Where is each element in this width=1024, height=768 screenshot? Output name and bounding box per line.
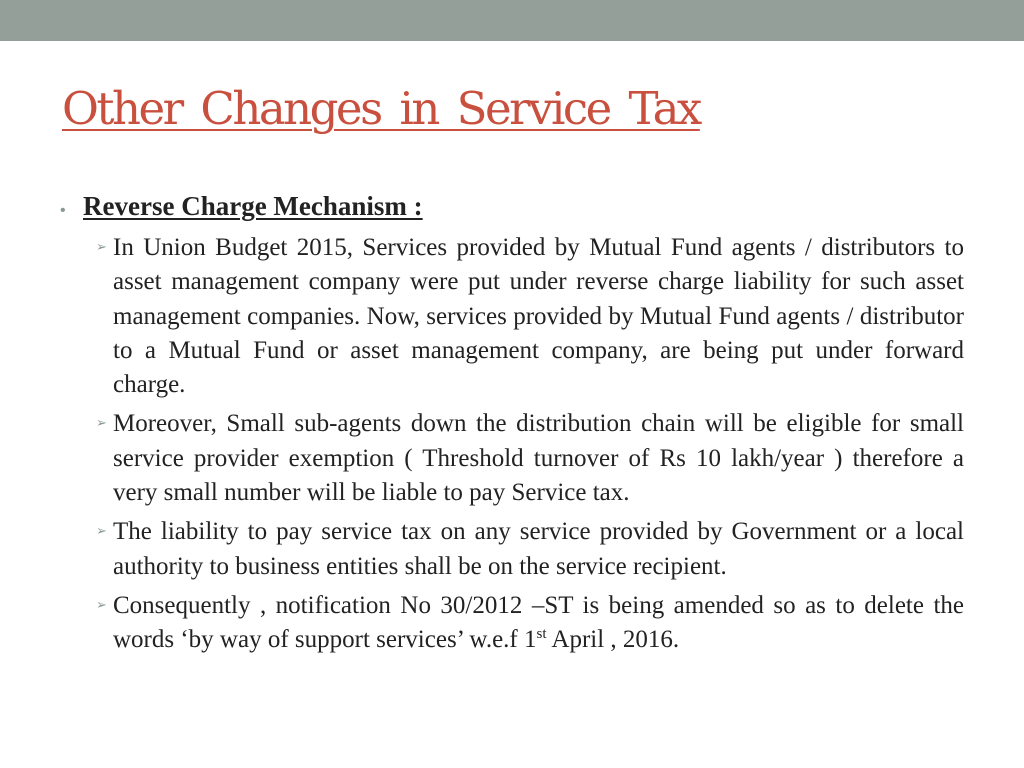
list-item-text-before: Consequently , notification No 30/2012 –ST is being amended so as to delete the words ‘by way of support services’ w.e.f 1: [113, 591, 964, 654]
arrow-bullet-icon: ➢: [96, 597, 107, 613]
bullet-dot-icon: •: [60, 202, 66, 219]
slide-title: Other Changes in Service Tax: [62, 82, 700, 135]
section-heading: Reverse Charge Mechanism :: [83, 191, 423, 221]
slide-content: [60, 188, 964, 663]
list-item-text: The liability to pay service tax on any service provided by Government or a local authority to business entities shall be on the service recipient.: [113, 518, 964, 580]
list-item: [60, 407, 964, 510]
sub-bullet-list: [60, 231, 964, 658]
list-item-text: In Union Budget 2015, Services provided by Mutual Fund agents / distributors to asset management company were put under reverse charge liability for such asset management companies. Now, services provided by Mutual Fund agents / distributor to a Mutual Fund or asset management company, are being put under forward charge.: [113, 234, 964, 399]
list-item: [60, 515, 964, 584]
arrow-bullet-icon: ➢: [96, 524, 107, 540]
arrow-bullet-icon: ➢: [96, 416, 107, 432]
top-band: [0, 0, 1024, 41]
list-item: [60, 589, 964, 658]
list-item-text: Moreover, Small sub-agents down the distribution chain will be eligible for small service provider exemption ( Threshold turnover of Rs 10 lakh/year ) therefore a very small number will be liable to pay Service tax.: [113, 410, 964, 507]
list-item-text-after: April , 2016.: [546, 626, 680, 654]
arrow-bullet-icon: ➢: [96, 240, 107, 255]
ordinal-suffix: st: [536, 626, 547, 643]
list-item: [60, 231, 964, 402]
section-heading-row: [60, 188, 964, 229]
